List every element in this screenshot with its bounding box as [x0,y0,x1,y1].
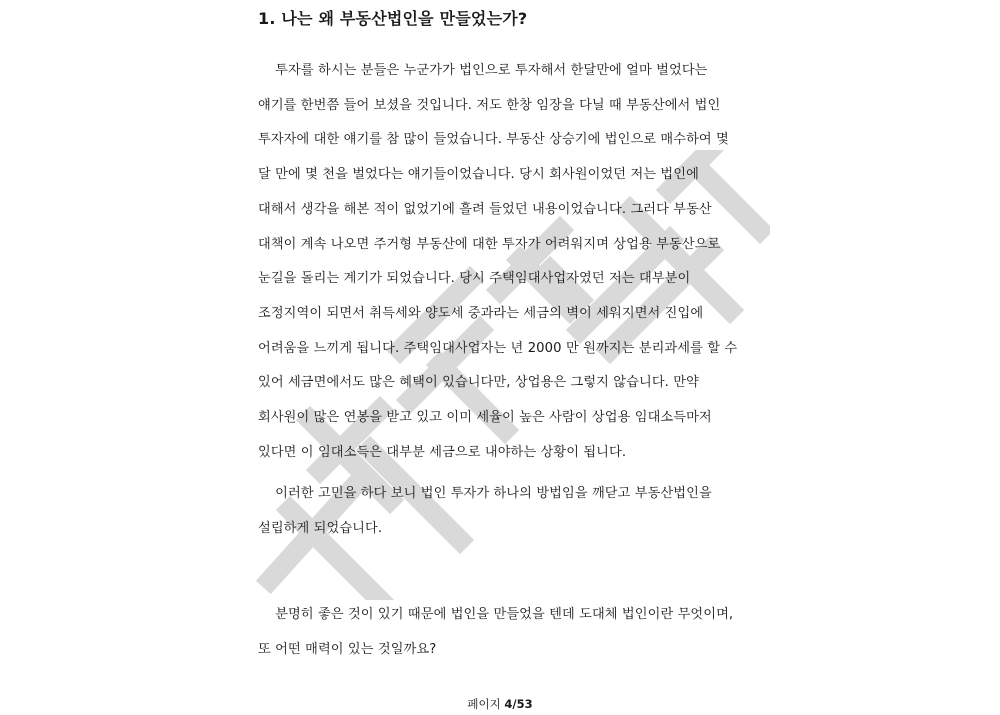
text-line: 대해서 생각을 해본 적이 없었기에 흘려 들었던 내용이었습니다. 그러다 부동산 [258,201,712,217]
text-line: 대책이 계속 나오면 주거형 부동산에 대한 투자가 어려워지며 상업용 부동산으로 [258,236,721,252]
text-line: 분명히 좋은 것이 있기 때문에 법인을 만들었을 텐데 도대체 법인이란 무엇이며, [258,607,734,622]
text-line: 또 어떤 매력이 있는 것일까요? [258,642,437,657]
text-line: 얘기를 한번쯤 들어 보셨을 것입니다. 저도 한창 임장을 다닐 때 부동산에서 법인 [258,97,721,113]
text-line: 회사원이 많은 연봉을 받고 있고 이미 세율이 높은 사람이 상업용 임대소득마저 [258,410,712,425]
text-line: 투자를 하시는 분들은 누군가가 법인으로 투자해서 한달만에 얼마 벌었다는 [258,63,708,78]
page-number: 4/53 [504,697,533,711]
text-line: 투자자에 대한 얘기를 참 많이 들었습니다. 부동산 상승기에 법인으로 매수하여 몇 [258,132,729,148]
footer-label: 페이지 [467,697,505,711]
text-line: 있어 세금면에서도 많은 혜택이 있습니다만, 상업용은 그렇지 않습니다. 만약 [258,375,699,391]
text-line: 이러한 고민을 하다 보니 법인 투자가 하나의 방법임을 깨닫고 부동산법인을 [258,486,712,501]
text-line: 조정지역이 되면서 취득세와 양도세 중과라는 세금의 벽이 세워지면서 진입에 [258,305,704,321]
text-line: 달 만에 몇 천을 벌었다는 얘기들이었습니다. 당시 회사원이었던 저는 법인에 [258,167,699,183]
text-line: 설립하게 되었습니다. [258,521,383,536]
page-footer [0,696,1000,712]
section-heading: 1. 나는 왜 부동산법인을 만들었는가? [258,9,528,28]
text-line: 어려움을 느끼게 됩니다. 주택임대사업자는 년 2000 만 원까지는 분리과세를 할 수 [258,340,738,356]
text-line: 있다면 이 임대소득은 대부분 세금으로 내야하는 상황이 됩니다. [258,444,627,460]
text-line: 눈길을 돌리는 계기가 되었습니다. 당시 주택임대사업자였던 저는 대부분이 [258,271,691,287]
